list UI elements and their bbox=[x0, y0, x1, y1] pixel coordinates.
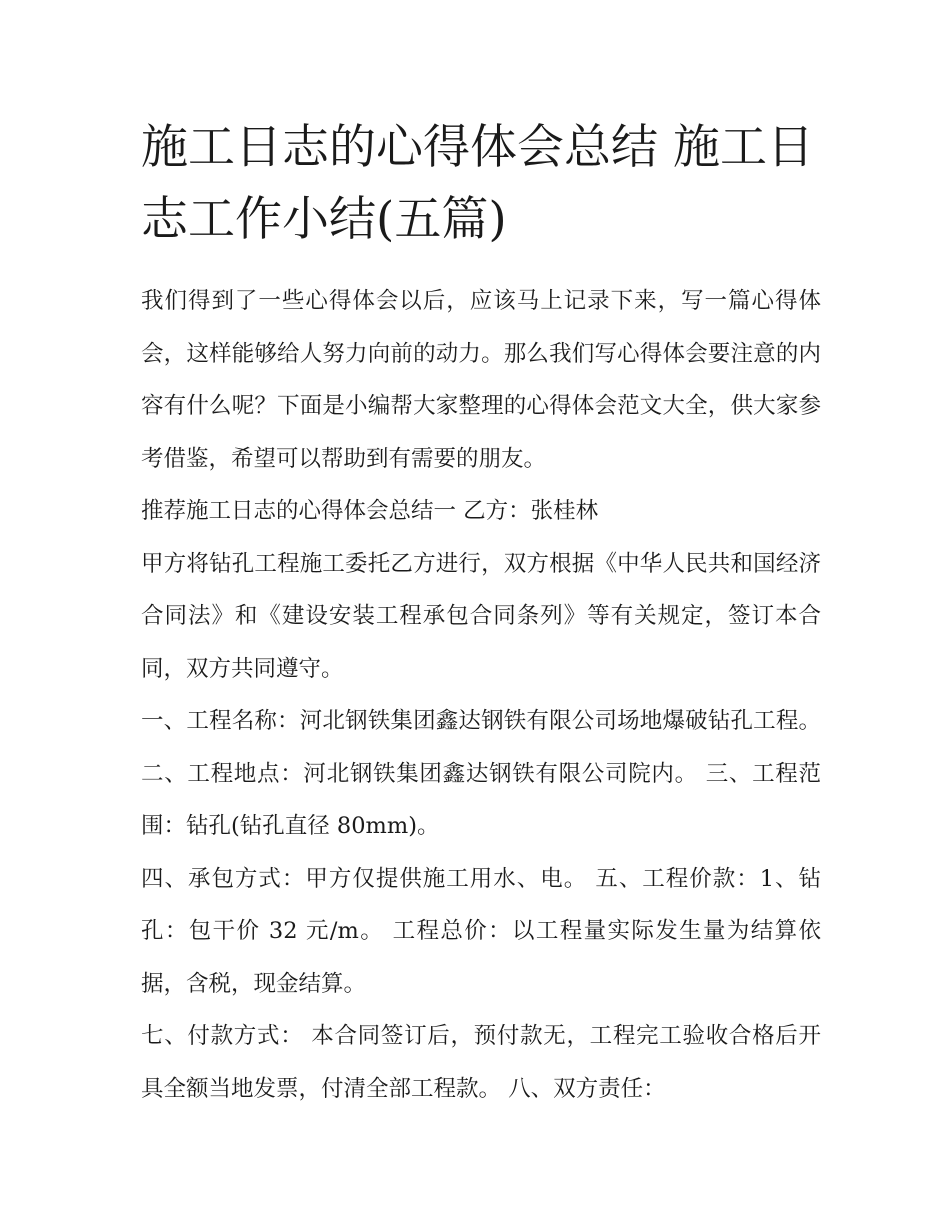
paragraph-project-info: 一、工程名称：河北钢铁集团鑫达钢铁有限公司场地爆破钻孔工程。 二、工程地点：河北钢铁集团鑫达钢铁有限公司院内。 三、工程范围：钻孔(钻孔直径 80mm)。 bbox=[141, 708, 821, 839]
paragraph-contract-basis: 甲方将钻孔工程施工委托乙方进行，双方根据《中华人民共和国经济合同法》和《建设安装工程承包合同条列》等有关规定，签订本合同，双方共同遵守。 bbox=[141, 550, 821, 682]
document-body bbox=[141, 275, 821, 1115]
paragraph-payment: 七、付款方式： 本合同签订后，预付款无，工程完工验收合格后开具全额当地发票，付清全部工程款。 八、双方责任： bbox=[141, 1023, 821, 1102]
page-title: 施工日志的心得体会总结 施工日志工作小结(五篇) bbox=[141, 120, 814, 247]
paragraph-recommend: 推荐施工日志的心得体会总结一 乙方：张桂林 bbox=[141, 498, 599, 524]
paragraph-contract-price: 四、承包方式：甲方仅提供施工用水、电。 五、工程价款：1、钻孔：包干价 32 元/m。 工程总价：以工程量实际发生量为结算依据，含税，现金结算。 bbox=[141, 865, 821, 997]
paragraph-intro: 我们得到了一些心得体会以后，应该马上记录下来，写一篇心得体会，这样能够给人努力向前的动力。那么我们写心得体会要注意的内容有什么呢？下面是小编帮大家整理的心得体会范文大全，供大家参考借鉴，希望可以帮助到有需要的朋友。 bbox=[141, 288, 821, 472]
